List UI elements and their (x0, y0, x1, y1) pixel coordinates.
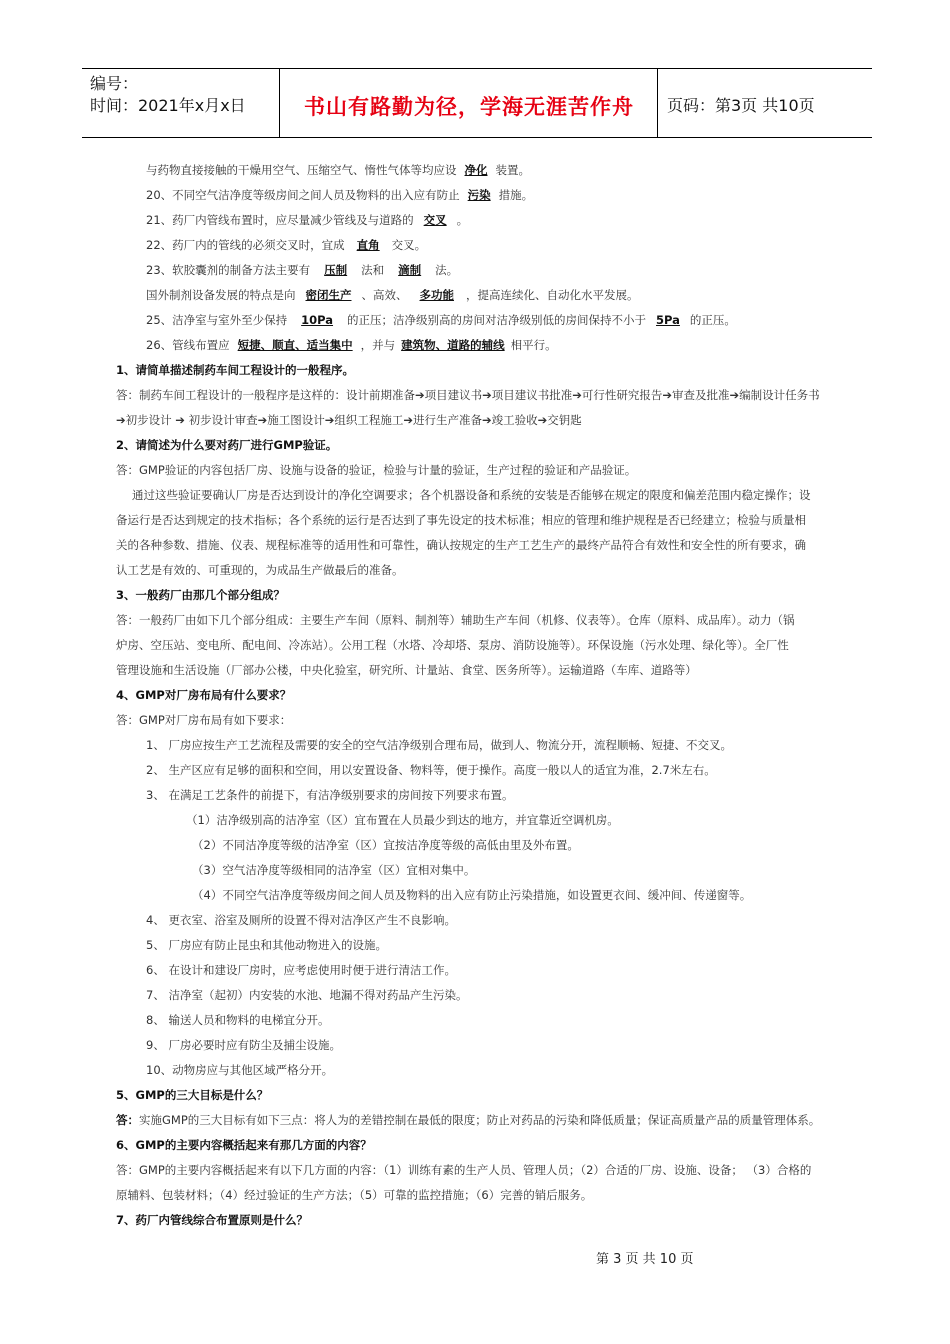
answer-text: ➔初步设计 ➔ 初步设计审查➔施工图设计➔组织工程施工➔进行生产准备➔竣工验收➔交钥匙 (116, 413, 582, 427)
question-heading: 2、请简述为什么要对药厂进行GMP验证。 (116, 438, 338, 452)
answer-text: 答：制药车间工程设计的一般程序是这样的：设计前期准备➔项目建议书➔项目建议书批准➔可行性研究报告➔审查及批准➔编制设计任务书 (116, 388, 820, 402)
list-item: 4、 更衣室、浴室及厕所的设置不得对洁净区产生不良影响。 (146, 913, 456, 927)
list-item: 3、 在满足工艺条件的前提下，有洁净级别要求的房间按下列要求布置。 (146, 788, 514, 802)
sub-list-item: （1）洁净级别高的洁净室（区）宜布置在人员最少到达的地方，并宜靠近空调机房。 (186, 813, 619, 827)
sub-list-item: （2）不同洁净度等级的洁净室（区）宜按洁净度等级的高低由里及外布置。 (192, 838, 579, 852)
fill-line: 25、洁净室与室外至少保持 10Pa 的正压；洁净级别高的房间对洁净级别低的房间保持不小于 5Pa 的正压。 (146, 313, 736, 327)
fill-line: 与药物直接接触的干燥用空气、压缩空气、惰性气体等均应设 净化 装置。 (146, 163, 530, 177)
fill-line: 23、软胶囊剂的制备方法主要有 压制 法和 滴制 法。 (146, 263, 459, 277)
fill-line: 国外制剂设备发展的特点是向 密闭生产 、高效、 多功能 ，提高连续化、自动化水平发展。 (146, 288, 639, 302)
fill-line: 20、不同空气洁净度等级房间之间人员及物料的出入应有防止 污染 措施。 (146, 188, 534, 202)
answer-text: 答：GMP对厂房布局有如下要求： (116, 713, 292, 727)
list-item: 10、动物房应与其他区域严格分开。 (146, 1063, 334, 1077)
answer-text: 管理设施和生活设施（厂部办公楼，中央化验室，研究所、计量站、食堂、医务所等）。运输道路（车库、道路等） (116, 663, 697, 677)
answer-text: 答：一般药厂由如下几个部分组成：主要生产车间（原料、制剂等）辅助生产车间（机修、仪表等）。仓库（原料、成品库）。动力（锅 (116, 613, 795, 627)
answer-text: 答：实施GMP的三大目标有如下三点：将人为的差错控制在最低的限度；防止对药品的污染和降低质量；保证高质量产品的质量管理体系。 (116, 1113, 821, 1127)
page-footer: 第 3 页 共 10 页 (596, 1252, 694, 1267)
answer-text: 备运行是否达到规定的技术指标；各个系统的运行是否达到了事先设定的技术标准；相应的管理和维护规程是否已经建立；检验与质量相 (116, 513, 806, 527)
number-label: 编号： (90, 74, 139, 93)
list-item: 9、 厂房必要时应有防尘及捕尘设施。 (146, 1038, 341, 1052)
list-item: 7、 洁净室（起初）内安装的水池、地漏不得对药品产生污染。 (146, 988, 468, 1002)
list-item: 2、 生产区应有足够的面积和空间，用以安置设备、物料等，便于操作。高度一般以人的适宜为准，2.7米左右。 (146, 763, 716, 777)
list-item: 5、 厂房应有防止昆虫和其他动物进入的设施。 (146, 938, 387, 952)
answer-text: 答：GMP验证的内容包括厂房、设施与设备的验证，检验与计量的验证，生产过程的验证和产品验证。 (116, 463, 637, 477)
time-label: 时间：2021年x月x日 (90, 96, 246, 115)
list-item: 6、 在设计和建设厂房时，应考虑使用时便于进行清洁工作。 (146, 963, 456, 977)
answer-text: 原辅料、包装材料；（4）经过验证的生产方法；（5）可靠的监控措施；（6）完善的销后服务。 (116, 1188, 593, 1202)
sub-list-item: （4）不同空气洁净度等级房间之间人员及物料的出入应有防止污染措施，如设置更衣间、缓冲间、传递窗等。 (192, 888, 752, 902)
question-heading: 3、一般药厂由那几个部分组成？ (116, 588, 285, 602)
question-heading: 5、GMP的三大目标是什么？ (116, 1088, 269, 1102)
header-motto: 书山有路勤为径，学海无涯苦作舟 (304, 95, 634, 119)
fill-line: 22、药厂内的管线的必须交叉时，宜成 直角 交叉。 (146, 238, 427, 252)
header-divider (657, 69, 658, 137)
fill-line: 26、管线布置应 短捷、顺直、适当集中 ，并与 建筑物、道路的辅线 相平行。 (146, 338, 557, 352)
answer-text: 关的各种参数、措施、仪表、规程标准等的适用性和可靠性，确认按规定的生产工艺生产的最终产品符合有效性和安全性的所有要求，确 (116, 538, 806, 552)
sub-list-item: （3）空气洁净度等级相同的洁净室（区）宜相对集中。 (192, 863, 476, 877)
answer-prefix: 答： (116, 1113, 139, 1127)
answer-text: 答：GMP的主要内容概括起来有以下几方面的内容：（1）训练有素的生产人员、管理人员；（2）合适的厂房、设施、设备； （3）合格的 (116, 1163, 812, 1177)
list-item: 8、 输送人员和物料的电梯宜分开。 (146, 1013, 330, 1027)
answer-text: 通过这些验证要确认厂房是否达到设计的净化空调要求；各个机器设备和系统的安装是否能够在规定的限度和偏差范围内稳定操作；设 (132, 488, 811, 502)
fill-line: 21、药厂内管线布置时，应尽量减少管线及与道路的 交叉 。 (146, 213, 469, 227)
list-item: 1、 厂房应按生产工艺流程及需要的安全的空气洁净级别合理布局，做到人、物流分开，流程顺畅、短捷、不交叉。 (146, 738, 732, 752)
question-heading: 6、GMP的主要内容概括起来有那几方面的内容？ (116, 1138, 372, 1152)
header-meta (90, 73, 246, 117)
header-page-number: 页码：第3页 共10页 (667, 96, 815, 115)
header-divider (279, 69, 280, 137)
answer-text: 炉房、空压站、变电所、配电间、冷冻站）。公用工程（水塔、冷却塔、泵房、消防设施等）。环保设施（污水处理、绿化等）。全厂性 (116, 638, 789, 652)
question-heading: 4、GMP对厂房布局有什么要求？ (116, 688, 292, 702)
page-header (82, 68, 872, 138)
question-heading: 1、请简单描述制药车间工程设计的一般程序。 (116, 363, 354, 377)
question-heading: 7、药厂内管线综合布置原则是什么？ (116, 1213, 308, 1227)
answer-text: 认工艺是有效的、可重现的，为成品生产做最后的准备。 (116, 563, 404, 577)
